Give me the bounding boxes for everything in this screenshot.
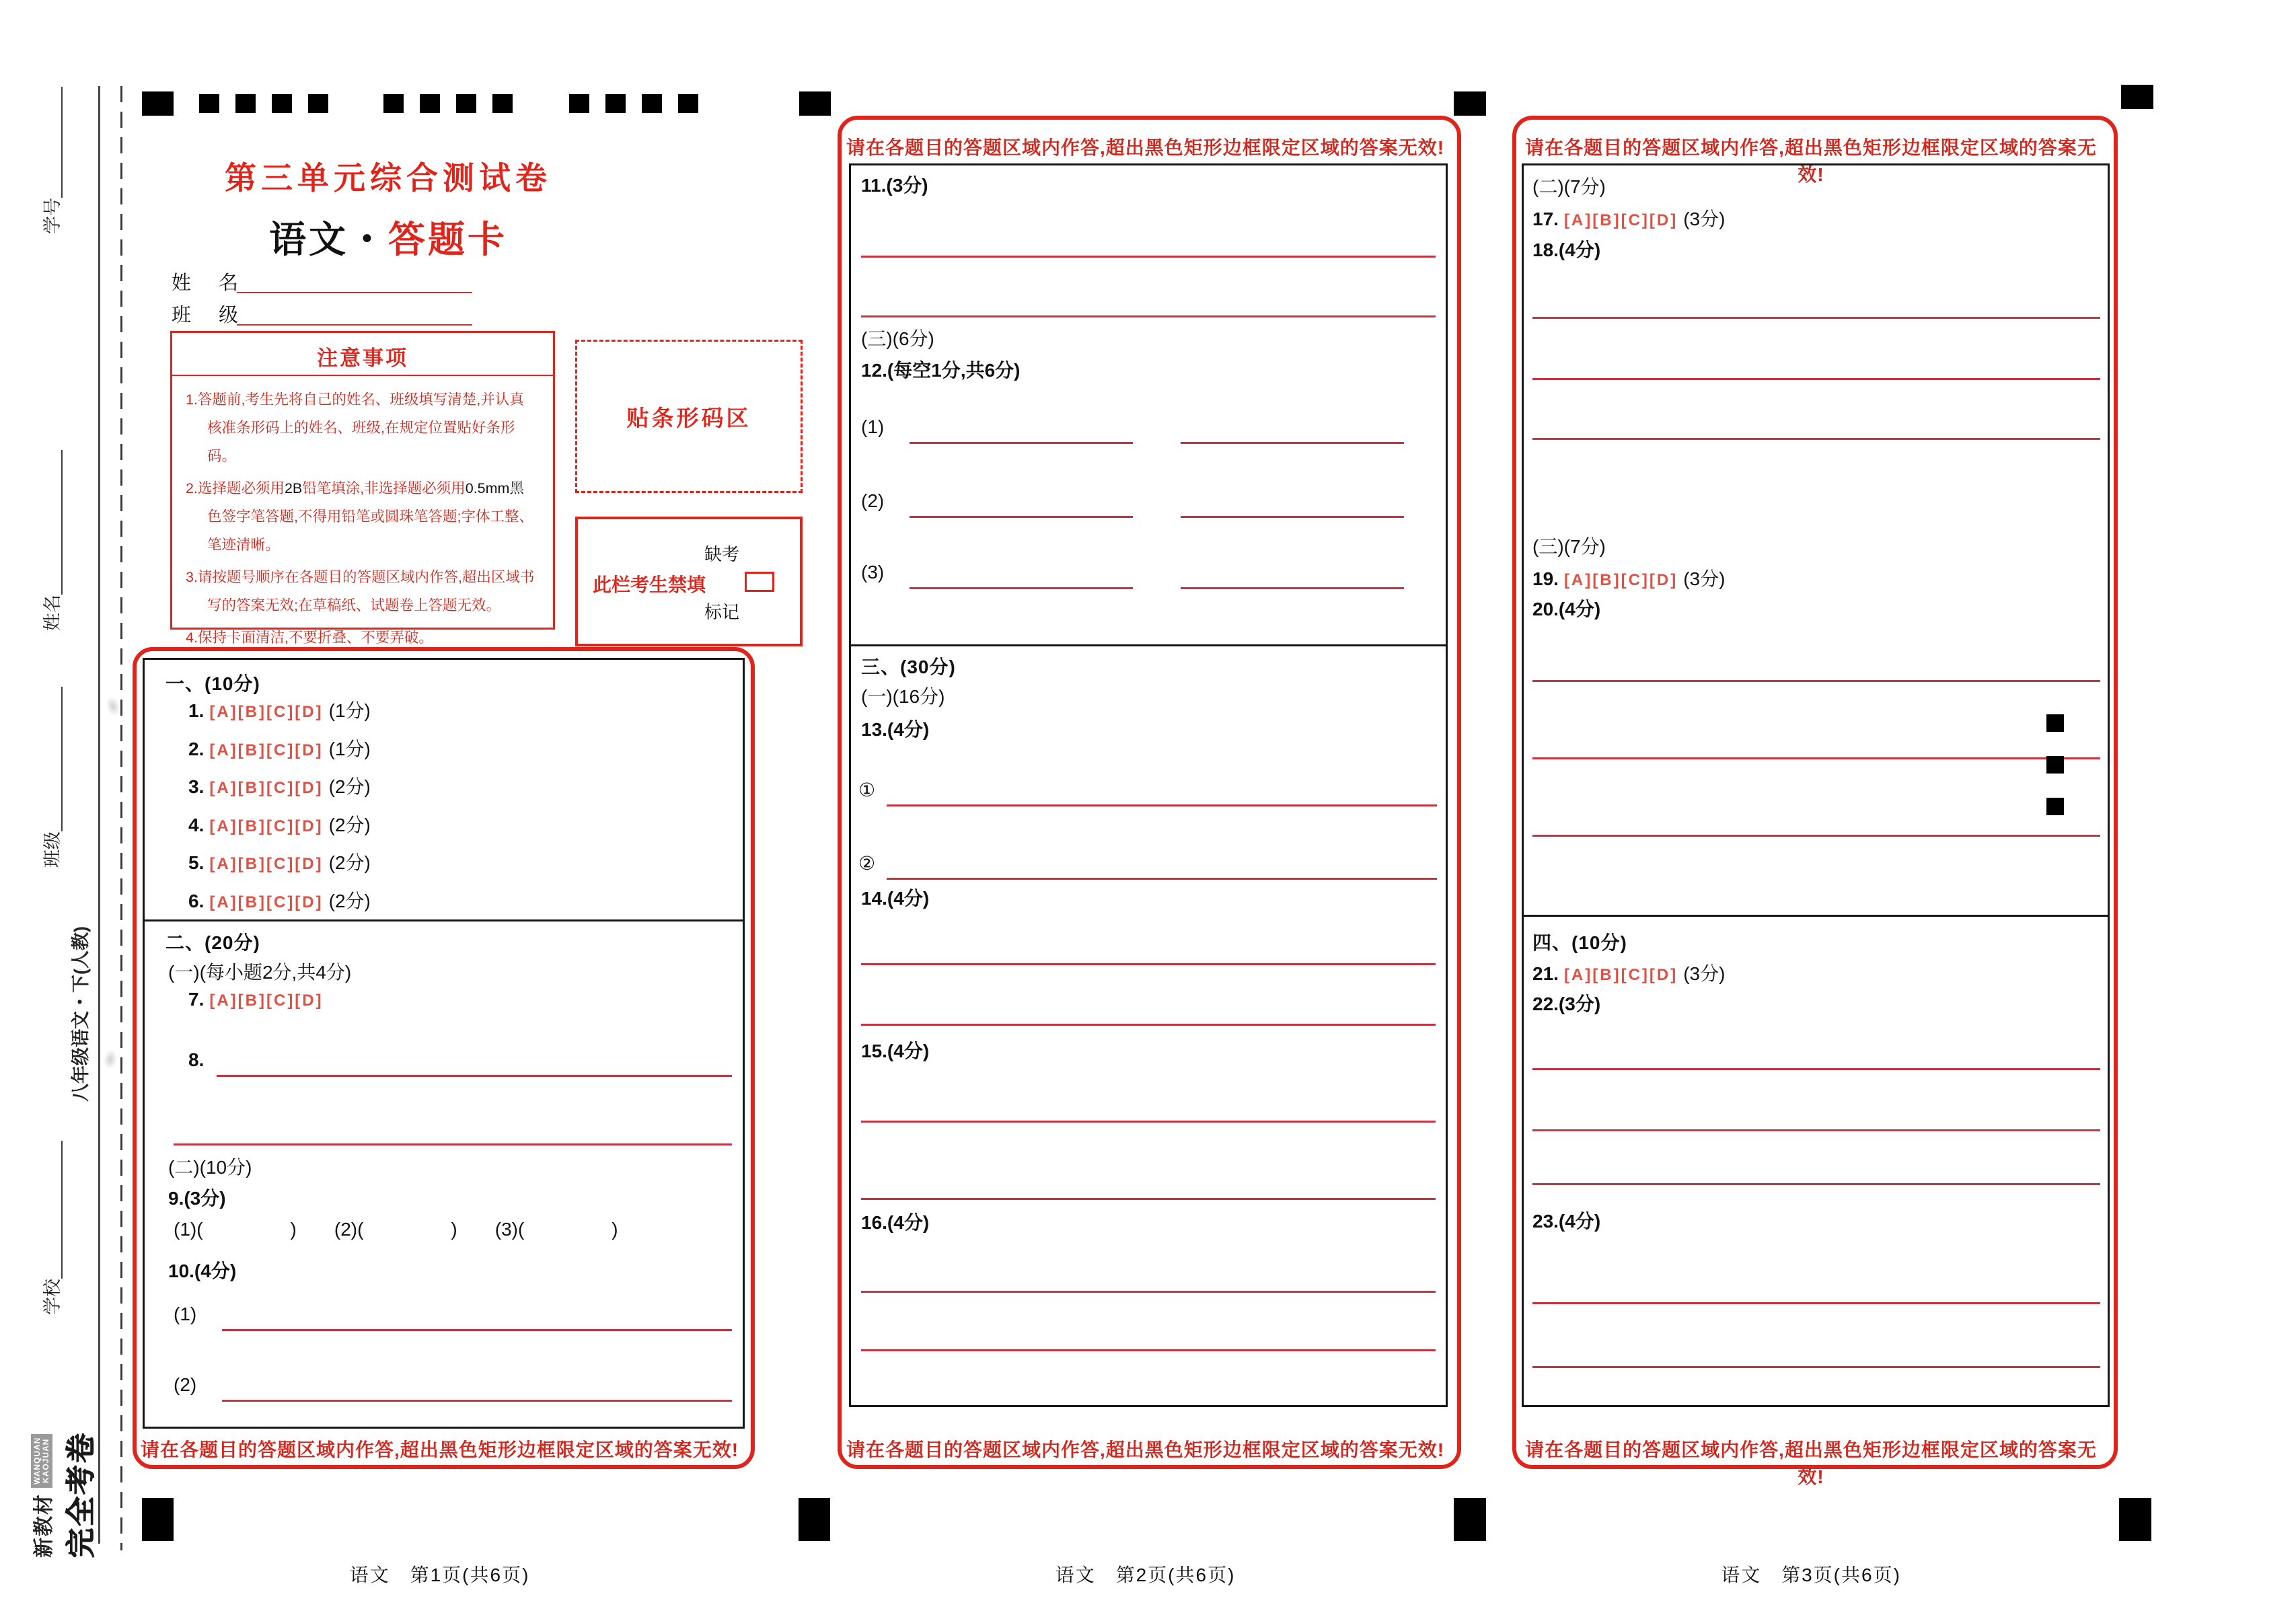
absent-que-label: 缺考 xyxy=(704,544,740,564)
page3-footer xyxy=(1512,1560,2110,1587)
q9-blank-3-close: ) xyxy=(612,1219,618,1240)
q17-choices: [A][B][C][D] xyxy=(1563,211,1678,229)
q10-sub1-label: (1) xyxy=(174,1304,197,1324)
calibration-square xyxy=(2046,798,2064,815)
logo-text-wanquankaojuan: 完全考卷 xyxy=(65,1431,98,1558)
logo-latin-badge xyxy=(31,1434,52,1488)
question-8-label xyxy=(188,1049,204,1071)
question-10-label xyxy=(168,1256,236,1283)
timing-mark xyxy=(799,91,831,116)
page2-footer xyxy=(838,1560,1453,1587)
q23-answer-line xyxy=(1532,1366,2100,1368)
question-22-label xyxy=(1532,989,1600,1016)
timing-mark xyxy=(142,1498,174,1541)
page1-footer xyxy=(133,1560,747,1587)
q3-choices: [A][B][C][D] xyxy=(209,779,324,797)
page1-section-divider xyxy=(143,919,743,921)
notice-item-2-seg6: 色签字笔答题,不得用铅笔或圆珠笔答题;字体工整、笔迹清晰。 xyxy=(207,509,533,553)
q5-points: (2分) xyxy=(328,852,371,873)
section-2-heading: 二、(20分) xyxy=(165,932,260,953)
absent-mark-box xyxy=(575,517,803,646)
q22-number: 22.(3分) xyxy=(1532,993,1601,1014)
question-2-row xyxy=(188,735,371,761)
q21-points: (3分) xyxy=(1683,963,1726,984)
q5-choices: [A][B][C][D] xyxy=(209,855,324,873)
absent-mark-checkbox xyxy=(745,572,774,592)
q4-points: (2分) xyxy=(328,815,371,835)
absent-forbid-label: 此栏考生禁填 xyxy=(593,574,706,595)
page2-answer-box xyxy=(849,163,1448,1407)
q16-answer-line xyxy=(861,1349,1436,1351)
q18-answer-line xyxy=(1532,438,2100,440)
name-label: 姓名 xyxy=(42,595,63,631)
q15-number: 15.(4分) xyxy=(861,1041,930,1061)
section-1-heading: 一、(10分) xyxy=(165,673,260,694)
section-4-heading: 四、(10分) xyxy=(1532,932,1627,953)
q12-number: 12.(每空1分,共6分) xyxy=(861,360,1021,381)
question-6-row xyxy=(188,887,371,913)
question-3-row xyxy=(188,772,371,799)
page2-top-warning: 请在各题目的答题区域内作答,超出黑色矩形边框限定区域的答案无效! xyxy=(846,137,1445,158)
notice-item-3-no: 3. xyxy=(186,569,198,585)
q17-points: (3分) xyxy=(1683,209,1726,229)
q20-answer-line xyxy=(1532,835,2100,837)
name-blank-line xyxy=(41,450,63,595)
q1-choices: [A][B][C][D] xyxy=(209,703,324,721)
question-15-label xyxy=(861,1037,929,1063)
footer-page-number: 第1页(共6页) xyxy=(410,1565,530,1585)
q16-answer-line xyxy=(861,1291,1436,1293)
timing-mark xyxy=(1454,91,1486,116)
notice-item-2-no: 2. xyxy=(186,480,198,496)
timing-mark xyxy=(272,94,292,113)
binding-dashed-line xyxy=(120,86,122,1550)
q18-answer-line xyxy=(1532,378,2100,380)
q8-answer-line xyxy=(174,1143,732,1145)
q12-blank3-line xyxy=(910,587,1133,589)
q10-answer-line xyxy=(222,1400,732,1402)
timing-mark xyxy=(308,94,328,113)
subtitle-subject: 语文・ xyxy=(268,219,388,260)
q1-number: 1. xyxy=(188,700,205,721)
q21-number: 21. xyxy=(1532,963,1559,984)
name-field-label: 姓 名 xyxy=(172,272,243,294)
timing-mark xyxy=(2119,1498,2151,1541)
name-field-line xyxy=(237,292,472,293)
notice-item-4-text: 保持卡面清洁,不要折叠、不要弄破。 xyxy=(197,630,433,646)
q16-number: 16.(4分) xyxy=(861,1212,930,1233)
section-2-sub1: (一)(每小题2分,共4分) xyxy=(168,962,352,983)
footer-subject: 语文 xyxy=(1721,1565,1762,1585)
q12-blank1-label: (1) xyxy=(861,416,885,437)
notice-title: 注意事项 xyxy=(317,346,408,370)
q8-number: 8. xyxy=(188,1049,205,1070)
q11-answer-line xyxy=(861,256,1436,258)
section-3-heading: 三、(30分) xyxy=(861,656,956,677)
q13-circle1-label: ① xyxy=(858,780,876,800)
q1-points: (1分) xyxy=(328,700,371,721)
timing-mark xyxy=(799,1498,830,1541)
question-18-label xyxy=(1532,235,1600,262)
page3-answer-box xyxy=(1522,163,2110,1407)
q15-answer-line xyxy=(861,1198,1436,1200)
q4-choices: [A][B][C][D] xyxy=(209,817,324,835)
notice-box xyxy=(170,331,555,646)
binding-smudge-mark xyxy=(102,1048,119,1070)
q12-blank2-line xyxy=(1181,516,1404,518)
publisher-logo xyxy=(27,1431,100,1558)
page-subtitle xyxy=(133,210,644,263)
page2-section-divider xyxy=(849,644,1446,646)
question-11-label xyxy=(861,171,928,198)
q20-number: 20.(4分) xyxy=(1532,599,1601,619)
question-19-row xyxy=(1532,564,1725,591)
class-field-label: 班 级 xyxy=(172,305,243,326)
q18-answer-line xyxy=(1532,317,2100,319)
q14-answer-line xyxy=(861,963,1436,965)
question-1-row xyxy=(188,696,371,723)
q22-answer-line xyxy=(1532,1129,2100,1131)
q12-blank3-line xyxy=(1181,587,1404,589)
page3-section-divider xyxy=(1522,915,2108,917)
timing-mark xyxy=(235,94,256,113)
notice-item-2-hei: 黑 xyxy=(509,480,524,496)
q20-answer-line xyxy=(1532,757,2100,759)
logo-latin-line2: KAOJUAN xyxy=(41,1438,50,1484)
q14-number: 14.(4分) xyxy=(861,888,930,909)
section-3sub-heading: (三)(6分) xyxy=(861,328,934,349)
question-4-row xyxy=(188,811,371,837)
page1-bottom-warning: 请在各题目的答题区域内作答,超出黑色矩形边框限定区域的答案无效! xyxy=(140,1439,739,1460)
page3-top-warning: 请在各题目的答题区域内作答,超出黑色矩形边框限定区域的答案无效! xyxy=(1525,137,2097,185)
timing-mark xyxy=(642,94,662,113)
barcode-area xyxy=(575,340,803,493)
q12-blank1-line xyxy=(1181,442,1404,444)
footer-page-number: 第2页(共6页) xyxy=(1115,1565,1236,1585)
school-label: 学校 xyxy=(42,1279,63,1315)
footer-subject: 语文 xyxy=(1055,1565,1096,1585)
studentid-label: 学号 xyxy=(42,198,63,234)
timing-mark xyxy=(2121,85,2153,109)
q23-number: 23.(4分) xyxy=(1532,1211,1601,1232)
subtitle-card: 答题卡 xyxy=(388,219,508,260)
logo-latin-line1: WANQUAN xyxy=(32,1437,42,1484)
q11-answer-line xyxy=(861,315,1436,317)
q9-blank-2-open: (2)( xyxy=(334,1219,364,1240)
q12-blank2-label: (2) xyxy=(861,490,885,511)
question-12-label xyxy=(861,356,1021,383)
q13-number: 13.(4分) xyxy=(861,719,930,740)
q14-answer-line xyxy=(861,1024,1436,1026)
notice-item-4-no: 4. xyxy=(186,630,198,646)
q5-number: 5. xyxy=(188,852,205,873)
school-blank-line xyxy=(41,1141,63,1279)
q18-number: 18.(4分) xyxy=(1532,239,1601,260)
q2-choices: [A][B][C][D] xyxy=(209,741,324,759)
q15-answer-line xyxy=(861,1121,1436,1123)
series-title: 八年级语文・下(人教) xyxy=(71,926,91,1102)
q22-answer-line xyxy=(1532,1068,2100,1070)
notice-item-2 xyxy=(186,474,538,559)
class-field-line xyxy=(237,324,472,326)
question-5-row xyxy=(188,848,371,875)
section-3-sub1: (一)(16分) xyxy=(861,686,945,707)
q13-answer-line xyxy=(887,878,1437,880)
notice-item-3 xyxy=(186,563,538,619)
q3-points: (2分) xyxy=(328,776,371,797)
q10-answer-line xyxy=(222,1329,732,1331)
sidebar-field-studentid xyxy=(38,87,64,234)
sidebar-field-class xyxy=(38,687,64,868)
q12-blank1-line xyxy=(910,442,1133,444)
logo-text-xinjiaocai: 新教材 xyxy=(33,1493,55,1558)
question-23-label xyxy=(1532,1207,1600,1234)
timing-mark xyxy=(492,94,513,113)
timing-mark xyxy=(569,94,589,113)
q9-blank-3-open: (3)( xyxy=(494,1219,525,1240)
q6-choices: [A][B][C][D] xyxy=(209,893,324,911)
q19-points: (3分) xyxy=(1683,568,1726,589)
q12-blank2-line xyxy=(910,516,1133,518)
q2-number: 2. xyxy=(188,739,205,759)
notice-item-2-seg1: 选择题必须用 xyxy=(197,480,285,496)
q23-answer-line xyxy=(1532,1302,2100,1304)
q9-number: 9.(3分) xyxy=(168,1188,226,1209)
q9-blank-1-open: (1)( xyxy=(174,1219,203,1240)
page3-bottom-warning: 请在各题目的答题区域内作答,超出黑色矩形边框限定区域的答案无效! xyxy=(1525,1439,2097,1487)
notice-item-2-2b: 2B xyxy=(284,480,303,496)
footer-subject: 语文 xyxy=(349,1565,390,1585)
q13-answer-line xyxy=(887,804,1437,806)
notice-item-2-05mm: 0.5mm xyxy=(465,480,510,496)
q3-number: 3. xyxy=(188,776,205,797)
question-21-row xyxy=(1532,959,1725,986)
q6-points: (2分) xyxy=(328,891,371,911)
question-20-label xyxy=(1532,595,1600,622)
barcode-label: 贴条形码区 xyxy=(626,405,751,430)
notice-item-1 xyxy=(186,385,538,470)
studentid-blank-line xyxy=(41,87,63,198)
q11-number: 11.(3分) xyxy=(861,175,928,196)
calibration-square xyxy=(2046,756,2064,774)
q19-choices: [A][B][C][D] xyxy=(1563,571,1678,589)
timing-mark xyxy=(678,94,698,113)
question-13-label xyxy=(861,715,929,742)
notice-divider xyxy=(172,375,553,376)
q10-number: 10.(4分) xyxy=(168,1260,237,1281)
q9-blank-1-close: ) xyxy=(290,1219,297,1240)
q19-number: 19. xyxy=(1532,568,1559,589)
notice-item-3-text: 请按题号顺序在各题目的答题区域内作答,超出区域书写的答案无效;在草稿纸、试题卷上答题无效。 xyxy=(197,569,535,613)
notice-item-1-text: 答题前,考生先将自己的姓名、班级填写清楚,并认真核准条形码上的姓名、班级,在规定位置贴好条形码。 xyxy=(197,391,524,464)
question-7-row xyxy=(188,989,329,1010)
q13-circle2-label: ② xyxy=(858,853,876,874)
q10-sub2-label: (2) xyxy=(174,1374,197,1395)
sidebar-field-name xyxy=(38,450,64,631)
page2-bottom-warning: 请在各题目的答题区域内作答,超出黑色矩形边框限定区域的答案无效! xyxy=(846,1439,1445,1460)
q22-answer-line xyxy=(1532,1183,2100,1185)
q7-number: 7. xyxy=(188,989,205,1010)
section-3sub3-heading: (三)(7分) xyxy=(1532,536,1606,557)
question-17-row xyxy=(1532,204,1725,231)
question-14-label xyxy=(861,884,929,911)
timing-mark xyxy=(199,94,219,113)
q4-number: 4. xyxy=(188,815,205,835)
binding-smudge-mark xyxy=(104,695,122,718)
q17-number: 17. xyxy=(1532,209,1559,229)
q8-answer-line xyxy=(217,1075,732,1077)
question-9-blanks xyxy=(174,1219,618,1240)
section-2-sub2: (二)(10分) xyxy=(168,1157,252,1178)
notice-list xyxy=(186,385,538,656)
section-2sub2-heading: (二)(7分) xyxy=(1532,176,1606,197)
sidebar-field-school xyxy=(38,1141,64,1315)
timing-mark xyxy=(420,94,440,113)
class-label: 班级 xyxy=(42,831,63,868)
sidebar-solid-line xyxy=(98,86,100,1544)
notice-item-2-seg3: 铅笔填涂,非选择题必须用 xyxy=(302,480,466,496)
page-title: 第三单元综合测试卷 xyxy=(225,160,552,196)
timing-mark xyxy=(142,91,174,116)
question-16-label xyxy=(861,1208,929,1235)
notice-item-1-no: 1. xyxy=(186,391,198,408)
q2-points: (1分) xyxy=(328,739,371,759)
footer-page-number: 第3页(共6页) xyxy=(1781,1565,1901,1585)
q21-choices: [A][B][C][D] xyxy=(1563,966,1678,984)
calibration-square xyxy=(2046,714,2064,732)
q6-number: 6. xyxy=(188,891,205,911)
timing-mark xyxy=(456,94,476,113)
class-blank-line xyxy=(41,687,63,831)
timing-mark xyxy=(605,94,626,113)
q9-blank-2-close: ) xyxy=(451,1219,457,1240)
q7-choices: [A][B][C][D] xyxy=(209,991,324,1010)
q12-blank3-label: (3) xyxy=(861,562,885,582)
timing-mark xyxy=(1454,1498,1486,1541)
q20-answer-line xyxy=(1532,680,2100,682)
timing-mark xyxy=(383,94,404,113)
absent-mark-label: 标记 xyxy=(704,602,740,622)
question-9-label xyxy=(168,1184,226,1211)
